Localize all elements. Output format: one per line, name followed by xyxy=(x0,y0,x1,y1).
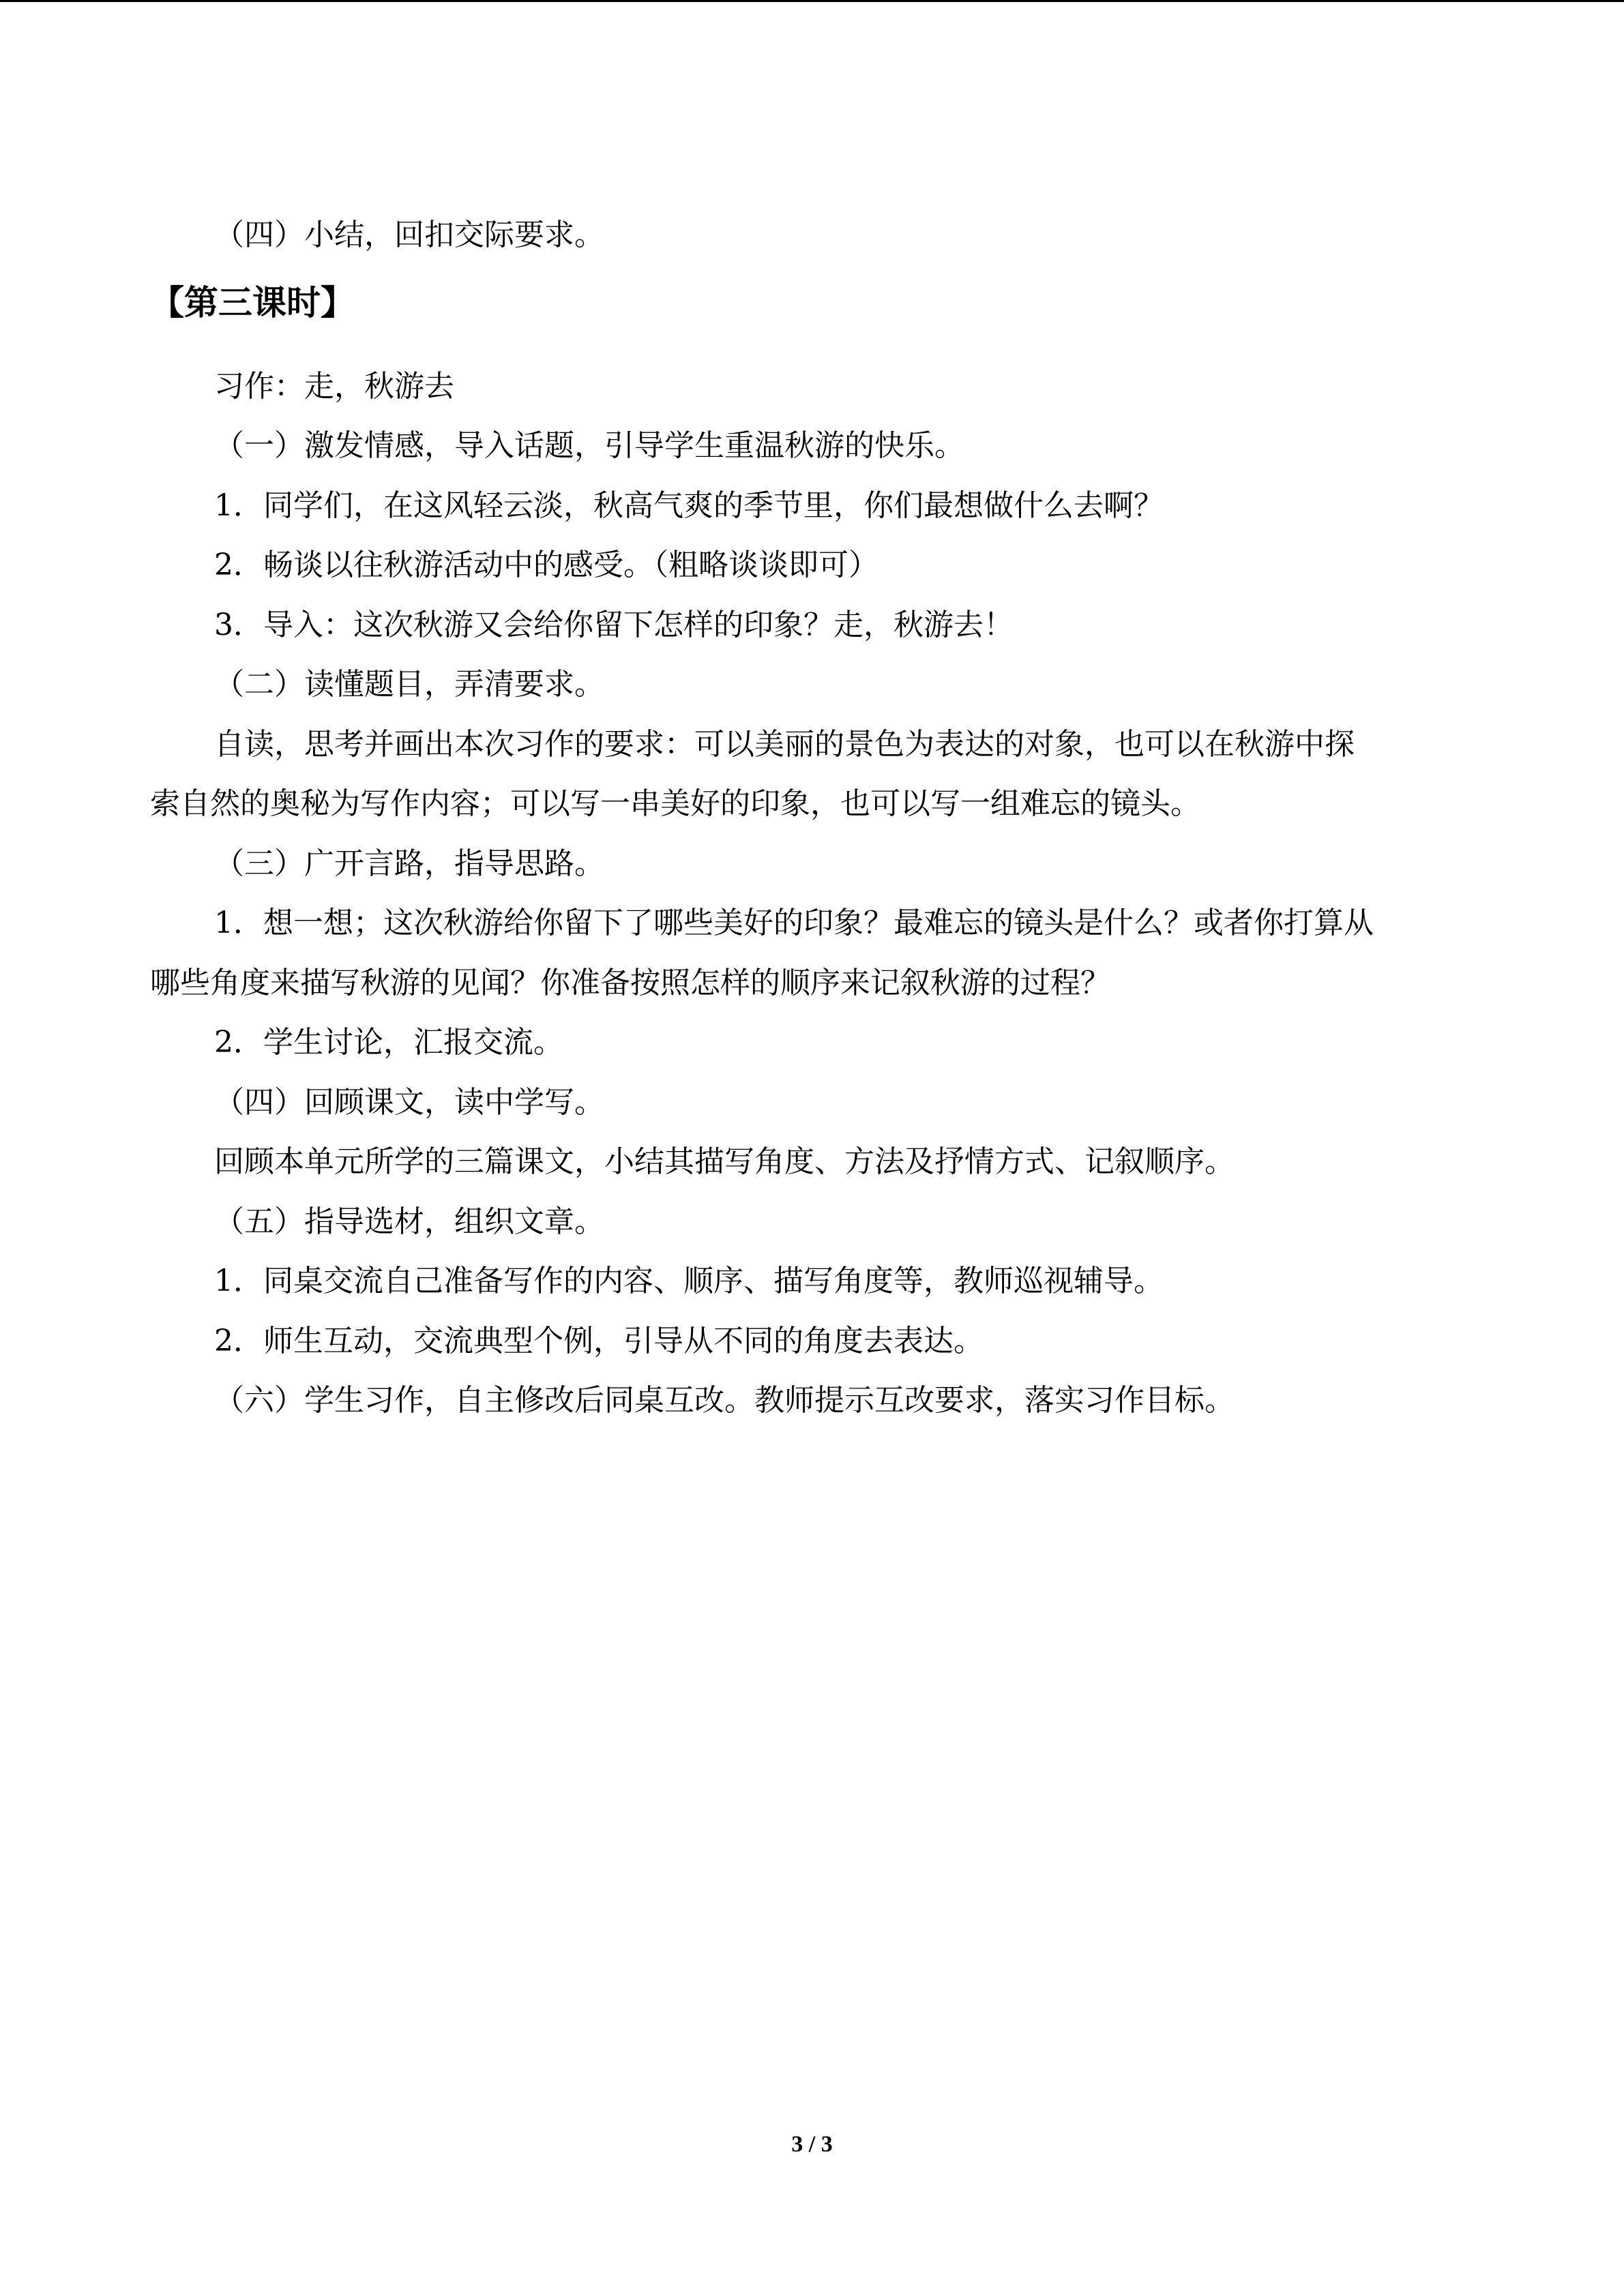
paragraph-line: （三）广开言路，指导思路。 xyxy=(214,846,604,881)
paragraph-line: 2．学生讨论，汇报交流。 xyxy=(214,1025,563,1060)
paragraph-line: （四）回顾课文，读中学写。 xyxy=(214,1085,604,1120)
paragraph-line: 哪些角度来描写秋游的见闻？你准备按照怎样的顺序来记叙秋游的过程？ xyxy=(150,966,1110,1000)
paragraph-line: 2．畅谈以往秋游活动中的感受。（粗略谈谈即可） xyxy=(214,548,879,582)
paragraph-title: 习作：走，秋游去 xyxy=(214,369,454,404)
paragraph-line: 自读，思考并画出本次习作的要求：可以美丽的景色为表达的对象，也可以在秋游中探 xyxy=(214,727,1355,762)
paragraph-line: 3．导入：这次秋游又会给你留下怎样的印象？走，秋游去！ xyxy=(214,608,1014,642)
paragraph-line: 回顾本单元所学的三篇课文，小结其描写角度、方法及抒情方式、记叙顺序。 xyxy=(214,1144,1235,1179)
paragraph-line: （一）激发情感，导入话题，引导学生重温秋游的快乐。 xyxy=(214,428,964,463)
page-number: 3 / 3 xyxy=(791,2132,833,2157)
paragraph-line: （六）学生习作，自主修改后同桌互改。教师提示互改要求，落实习作目标。 xyxy=(214,1383,1235,1418)
paragraph-line: 1．同桌交流自己准备写作的内容、顺序、描写角度等，教师巡视辅导。 xyxy=(214,1264,1164,1298)
paragraph-line: 索自然的奥秘为写作内容；可以写一串美好的印象，也可以写一组难忘的镜头。 xyxy=(150,786,1200,821)
paragraph-line: （五）指导选材，组织文章。 xyxy=(214,1204,604,1239)
paragraph-line: 1．同学们，在这风轻云淡，秋高气爽的季节里，你们最想做什么去啊？ xyxy=(214,488,1164,523)
top-border-rule xyxy=(0,0,1624,2)
section-heading: 【第三课时】 xyxy=(150,283,355,323)
summary-line: （四）小结，回扣交际要求。 xyxy=(214,218,604,252)
paragraph-line: （二）读懂题目，弄清要求。 xyxy=(214,667,604,702)
paragraph-line: 1．想一想；这次秋游给你留下了哪些美好的印象？最难忘的镜头是什么？或者你打算从 xyxy=(214,906,1374,940)
paragraph-line: 2．师生互动，交流典型个例，引导从不同的角度去表达。 xyxy=(214,1324,984,1358)
